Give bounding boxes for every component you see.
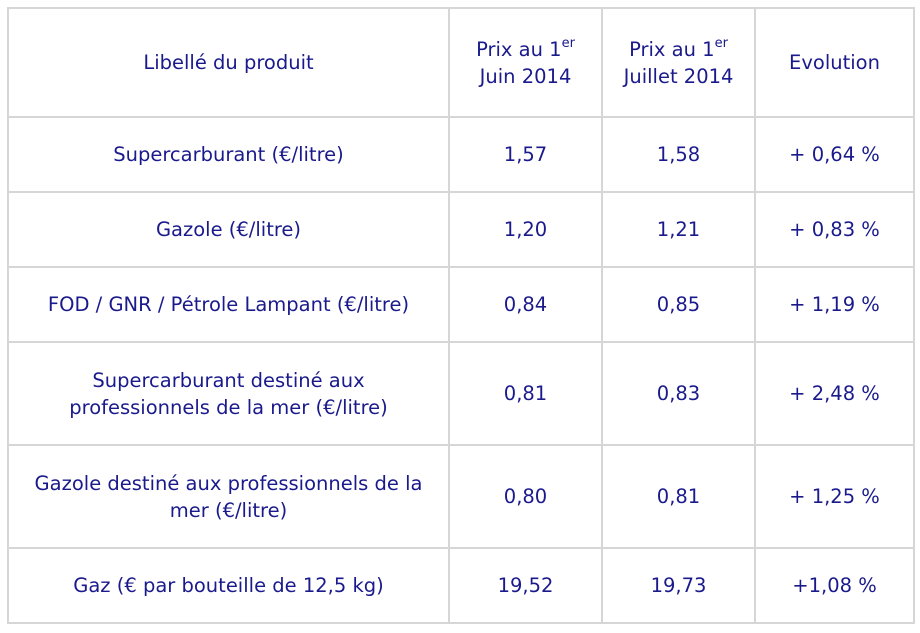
july-price-cell: 1,58 bbox=[602, 117, 755, 192]
product-cell: Gazole (€/litre) bbox=[8, 192, 449, 267]
june-price-cell: 1,20 bbox=[449, 192, 602, 267]
july-price-cell: 1,21 bbox=[602, 192, 755, 267]
product-cell: FOD / GNR / Pétrole Lampant (€/litre) bbox=[8, 267, 449, 342]
table-row bbox=[8, 342, 914, 445]
evolution-cell: + 0,64 % bbox=[755, 117, 914, 192]
header-product-label: Libellé du produit bbox=[143, 51, 314, 74]
evolution-cell: + 1,19 % bbox=[755, 267, 914, 342]
evolution-cell: +1,08 % bbox=[755, 548, 914, 623]
table-row bbox=[8, 192, 914, 267]
table-row bbox=[8, 267, 914, 342]
june-price-cell: 1,57 bbox=[449, 117, 602, 192]
header-july-prefix: Prix au 1 bbox=[629, 37, 715, 61]
table-row bbox=[8, 445, 914, 548]
header-july-month: Juillet 2014 bbox=[623, 64, 734, 88]
table-header-row bbox=[8, 8, 914, 117]
fuel-price-table bbox=[7, 7, 915, 624]
june-price-cell: 0,81 bbox=[449, 342, 602, 445]
product-cell: Gaz (€ par bouteille de 12,5 kg) bbox=[8, 548, 449, 623]
header-july-sup: er bbox=[714, 36, 728, 51]
header-june-month: Juin 2014 bbox=[479, 64, 572, 88]
table-row bbox=[8, 548, 914, 623]
product-cell: Supercarburant destiné aux professionnels de la mer (€/litre) bbox=[8, 342, 449, 445]
product-cell: Gazole destiné aux professionnels de la mer (€/litre) bbox=[8, 445, 449, 548]
july-price-cell: 0,85 bbox=[602, 267, 755, 342]
july-price-cell: 19,73 bbox=[602, 548, 755, 623]
june-price-cell: 19,52 bbox=[449, 548, 602, 623]
header-july-price bbox=[602, 8, 755, 117]
header-evolution bbox=[755, 8, 914, 117]
evolution-cell: + 2,48 % bbox=[755, 342, 914, 445]
header-evolution-label: Evolution bbox=[789, 51, 880, 74]
july-price-cell: 0,81 bbox=[602, 445, 755, 548]
header-june-price bbox=[449, 8, 602, 117]
june-price-cell: 0,80 bbox=[449, 445, 602, 548]
evolution-cell: + 0,83 % bbox=[755, 192, 914, 267]
table-row bbox=[8, 117, 914, 192]
header-june-prefix: Prix au 1 bbox=[476, 37, 562, 61]
header-product bbox=[8, 8, 449, 117]
evolution-cell: + 1,25 % bbox=[755, 445, 914, 548]
product-cell: Supercarburant (€/litre) bbox=[8, 117, 449, 192]
june-price-cell: 0,84 bbox=[449, 267, 602, 342]
july-price-cell: 0,83 bbox=[602, 342, 755, 445]
header-june-sup: er bbox=[561, 36, 575, 51]
